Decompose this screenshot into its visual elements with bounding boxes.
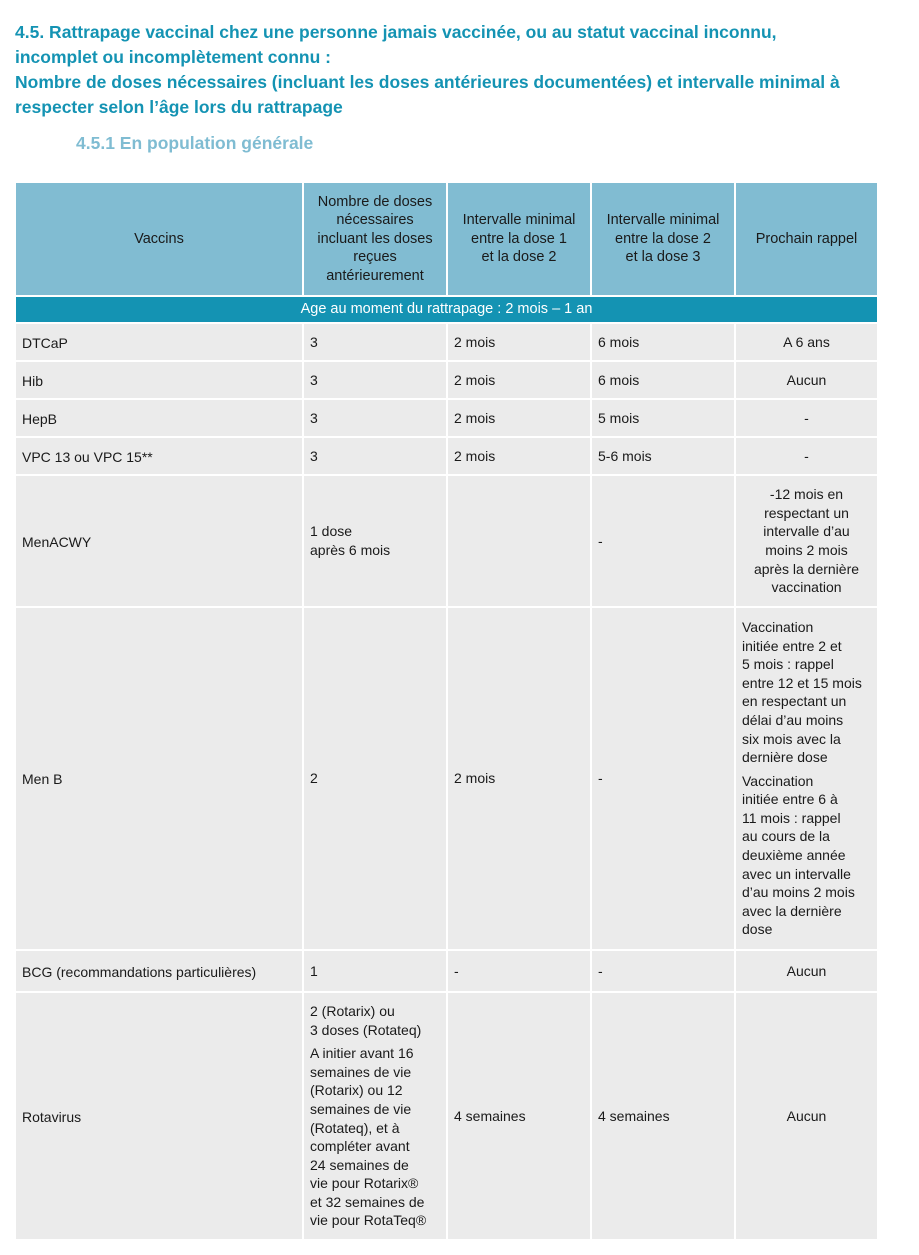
header-line: nécessaires: [336, 212, 414, 229]
interval-1-2-cell: 4 semaines: [447, 992, 591, 1240]
interval-1-2-cell: 2 mois: [447, 607, 591, 950]
rappel-cell: -: [735, 399, 878, 437]
cell-line: 1 dose: [310, 523, 353, 540]
table-row: [15, 361, 878, 399]
cell-line: -12 mois en: [769, 486, 844, 503]
age-group-label: Age au moment du rattrapage : 2 mois – 1 an: [15, 296, 878, 323]
rappel-cell: Aucun: [735, 361, 878, 399]
vaccine-name: Rotavirus: [15, 992, 303, 1240]
rappel-cell: A 6 ans: [735, 323, 878, 361]
header-line: Intervalle minimal: [606, 212, 720, 229]
cell-line: 5 mois : rappel: [742, 656, 834, 673]
cell-line: vie pour RotaTeq®: [310, 1212, 427, 1229]
doses-cell: [303, 992, 447, 1240]
interval-1-2-cell: 2 mois: [447, 361, 591, 399]
interval-1-2-cell: 2 mois: [447, 399, 591, 437]
heading-line: incomplet ou incomplètement connu :: [15, 47, 331, 67]
vaccine-name: DTCaP: [15, 323, 303, 361]
cell-line: et 32 semaines de: [310, 1193, 425, 1210]
cell-line: (Rotateq), et à: [310, 1119, 400, 1136]
cell-line: avec la dernière: [742, 902, 842, 919]
table-row: [15, 399, 878, 437]
cell-line: délai d’au moins: [742, 711, 844, 728]
table-header-row: [15, 182, 878, 296]
rappel-paragraph: [742, 772, 871, 939]
heading-line: Nombre de doses nécessaires (incluant les doses antérieures documentées) et intervalle minimal à: [15, 72, 840, 92]
doses-paragraph: [310, 1002, 440, 1039]
cell-line: 3 doses (Rotateq): [310, 1021, 422, 1038]
cell-line: Vaccination: [742, 618, 814, 635]
section-heading: [15, 20, 895, 120]
rappel-cell: [735, 475, 878, 607]
table-row: [15, 950, 878, 992]
vaccine-name: VPC 13 ou VPC 15**: [15, 437, 303, 475]
cell-line: 2 (Rotarix) ou: [310, 1002, 395, 1019]
heading-line: respecter selon l’âge lors du rattrapage: [15, 97, 343, 117]
interval-1-2-cell: [447, 475, 591, 607]
doses-cell: 3: [303, 361, 447, 399]
header-line: incluant les doses: [317, 230, 433, 247]
cell-line: deuxième année: [742, 847, 846, 864]
heading-line: 4.5. Rattrapage vaccinal chez une personne jamais vaccinée, ou au statut vaccinal inconnu,: [15, 22, 777, 42]
header-line: Nombre de doses: [317, 193, 433, 210]
interval-2-3-cell: 5 mois: [591, 399, 735, 437]
interval-2-3-cell: 6 mois: [591, 323, 735, 361]
interval-1-2-cell: 2 mois: [447, 437, 591, 475]
cell-line: dose: [742, 921, 773, 938]
header-line: entre la dose 1: [471, 230, 567, 247]
doses-cell: 3: [303, 399, 447, 437]
cell-line: initiée entre 2 et: [742, 637, 842, 654]
interval-1-2-cell: -: [447, 950, 591, 992]
cell-line: semaines de vie: [310, 1100, 412, 1117]
header-vaccins: Vaccins: [15, 182, 303, 296]
header-line: et la dose 2: [481, 249, 557, 266]
vaccine-name: Hib: [15, 361, 303, 399]
cell-line: intervalle d’au: [763, 523, 850, 540]
cell-line: dernière dose: [742, 749, 828, 766]
vaccine-name: HepB: [15, 399, 303, 437]
interval-2-3-cell: 4 semaines: [591, 992, 735, 1240]
cell-line: compléter avant: [310, 1138, 410, 1155]
table-row: [15, 992, 878, 1240]
interval-2-3-cell: -: [591, 475, 735, 607]
header-line: entre la dose 2: [615, 230, 711, 247]
header-line: antérieurement: [326, 267, 424, 284]
rappel-cell: -: [735, 437, 878, 475]
header-doses: [303, 182, 447, 296]
age-group-row: [15, 296, 878, 323]
table-row: [15, 475, 878, 607]
cell-line: respectant un: [764, 504, 849, 521]
interval-2-3-cell: 6 mois: [591, 361, 735, 399]
interval-2-3-cell: -: [591, 607, 735, 950]
interval-2-3-cell: 5-6 mois: [591, 437, 735, 475]
rappel-cell: Aucun: [735, 992, 878, 1240]
header-prochain-rappel: Prochain rappel: [735, 182, 878, 296]
vaccine-name: MenACWY: [15, 475, 303, 607]
subsection-heading: 4.5.1 En population générale: [76, 133, 314, 153]
cell-line: moins 2 mois: [765, 542, 848, 558]
vaccine-name: BCG (recommandations particulières): [15, 950, 303, 992]
cell-line: après 6 mois: [310, 542, 391, 558]
doses-cell: 1: [303, 950, 447, 992]
header-line: reçues: [353, 249, 397, 266]
doses-cell: 2: [303, 607, 447, 950]
interval-1-2-cell: 2 mois: [447, 323, 591, 361]
doses-cell: 3: [303, 323, 447, 361]
catch-up-vaccination-table: [14, 181, 879, 1241]
header-line: et la dose 3: [625, 249, 701, 266]
doses-cell: 3: [303, 437, 447, 475]
cell-line: Vaccination: [742, 772, 814, 789]
interval-2-3-cell: -: [591, 950, 735, 992]
cell-line: avec un intervalle: [742, 865, 851, 882]
cell-line: au cours de la: [742, 828, 830, 845]
cell-line: 24 semaines de: [310, 1156, 409, 1173]
vaccine-name: Men B: [15, 607, 303, 950]
header-line: Intervalle minimal: [462, 212, 576, 229]
doses-cell: [303, 475, 447, 607]
cell-line: A initier avant 16: [310, 1045, 414, 1062]
header-interval-2-3: [591, 182, 735, 296]
cell-line: 11 mois : rappel: [742, 809, 841, 826]
cell-line: vie pour Rotarix®: [310, 1175, 419, 1192]
doses-paragraph: [310, 1044, 440, 1230]
table-row: [15, 437, 878, 475]
cell-line: d’au moins 2 mois: [742, 884, 855, 901]
table-row: [15, 323, 878, 361]
cell-line: six mois avec la: [742, 730, 841, 747]
header-interval-1-2: [447, 182, 591, 296]
table-row: [15, 607, 878, 950]
rappel-cell: Aucun: [735, 950, 878, 992]
rappel-paragraph: [742, 618, 871, 767]
cell-line: semaines de vie: [310, 1063, 412, 1080]
cell-line: initiée entre 6 à: [742, 791, 838, 808]
cell-line: en respectant un: [742, 693, 847, 710]
cell-line: entre 12 et 15 mois: [742, 674, 862, 691]
cell-line: vaccination: [771, 579, 842, 596]
rappel-cell: [735, 607, 878, 950]
cell-line: (Rotarix) ou 12: [310, 1082, 403, 1099]
cell-line: après la dernière: [753, 560, 860, 577]
